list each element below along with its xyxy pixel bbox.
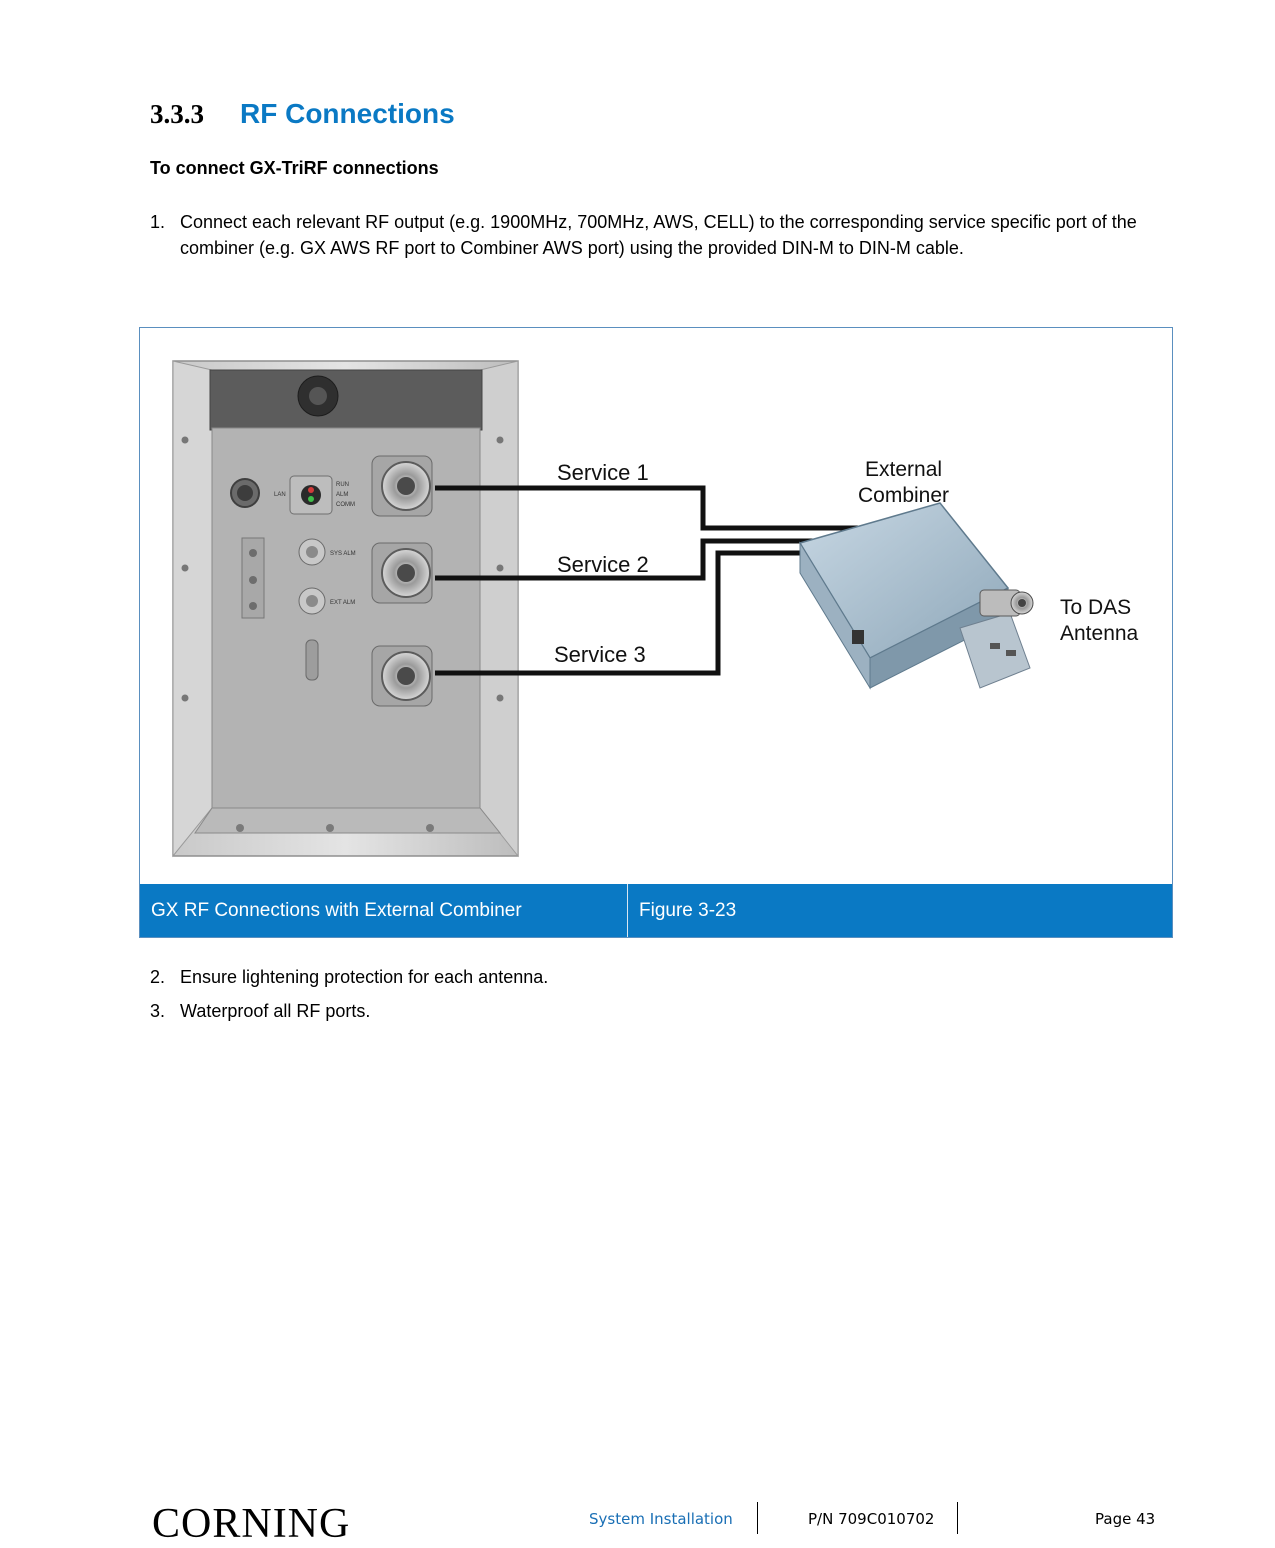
section-number: 3.3.3 xyxy=(150,99,204,129)
step-1 xyxy=(150,209,1150,261)
label-service-3: Service 3 xyxy=(554,642,646,667)
figure-rf-connections xyxy=(139,327,1173,938)
step-number: 2. xyxy=(150,967,166,987)
label-service-2: Service 2 xyxy=(557,552,649,577)
figure-number: Figure 3-23 xyxy=(639,900,737,921)
corning-logo: CORNING xyxy=(152,1501,351,1547)
lan-label: LAN xyxy=(274,492,286,498)
step-number: 1. xyxy=(150,212,166,232)
step-text: Connect each relevant RF output (e.g. 1900MHz, 700MHz, AWS, CELL) to the corresponding service specific port of the combiner (e.g. GX AWS RF port to Combiner AWS port) using the provided DIN-M to DIN-M cable. xyxy=(180,212,1137,258)
step-number: 3. xyxy=(150,1001,166,1021)
procedure-heading: To connect GX-TriRF connections xyxy=(150,158,439,178)
label-service-1: Service 1 xyxy=(557,460,649,485)
comm-label: COMM xyxy=(336,502,355,508)
alm-label: ALM xyxy=(336,492,349,498)
footer-section: System Installation xyxy=(589,1510,733,1528)
footer-divider xyxy=(957,1502,958,1534)
footer-divider xyxy=(757,1502,758,1534)
gx-enclosure xyxy=(173,361,518,856)
label-combiner-line1: External xyxy=(865,458,943,481)
label-antenna-line2: Antenna xyxy=(1060,622,1139,645)
figure-caption-bar xyxy=(140,884,1172,937)
rf-connections-illustration xyxy=(140,328,1174,888)
step-text: Ensure lightening protection for each antenna. xyxy=(180,967,549,987)
step-text: Waterproof all RF ports. xyxy=(180,1001,371,1021)
footer-page-number: Page 43 xyxy=(1095,1510,1156,1528)
rf-connector-2 xyxy=(372,543,432,603)
footer-part-number: P/N 709C010702 xyxy=(808,1510,935,1528)
ext-alm-label: EXT ALM xyxy=(330,600,356,606)
run-label: RUN xyxy=(336,482,349,488)
section-heading xyxy=(150,98,455,130)
step-3 xyxy=(150,998,1050,1024)
sys-alm-label: SYS ALM xyxy=(330,551,356,557)
rf-connector-1 xyxy=(372,456,432,516)
section-title: RF Connections xyxy=(240,98,455,129)
label-combiner-line2: Combiner xyxy=(858,484,950,507)
antenna-connector xyxy=(980,590,1033,616)
step-2 xyxy=(150,964,1050,990)
label-antenna-line1: To DAS xyxy=(1060,596,1132,619)
figure-caption: GX RF Connections with External Combiner xyxy=(140,884,628,937)
external-combiner xyxy=(800,503,1033,688)
rf-connector-3 xyxy=(372,646,432,706)
